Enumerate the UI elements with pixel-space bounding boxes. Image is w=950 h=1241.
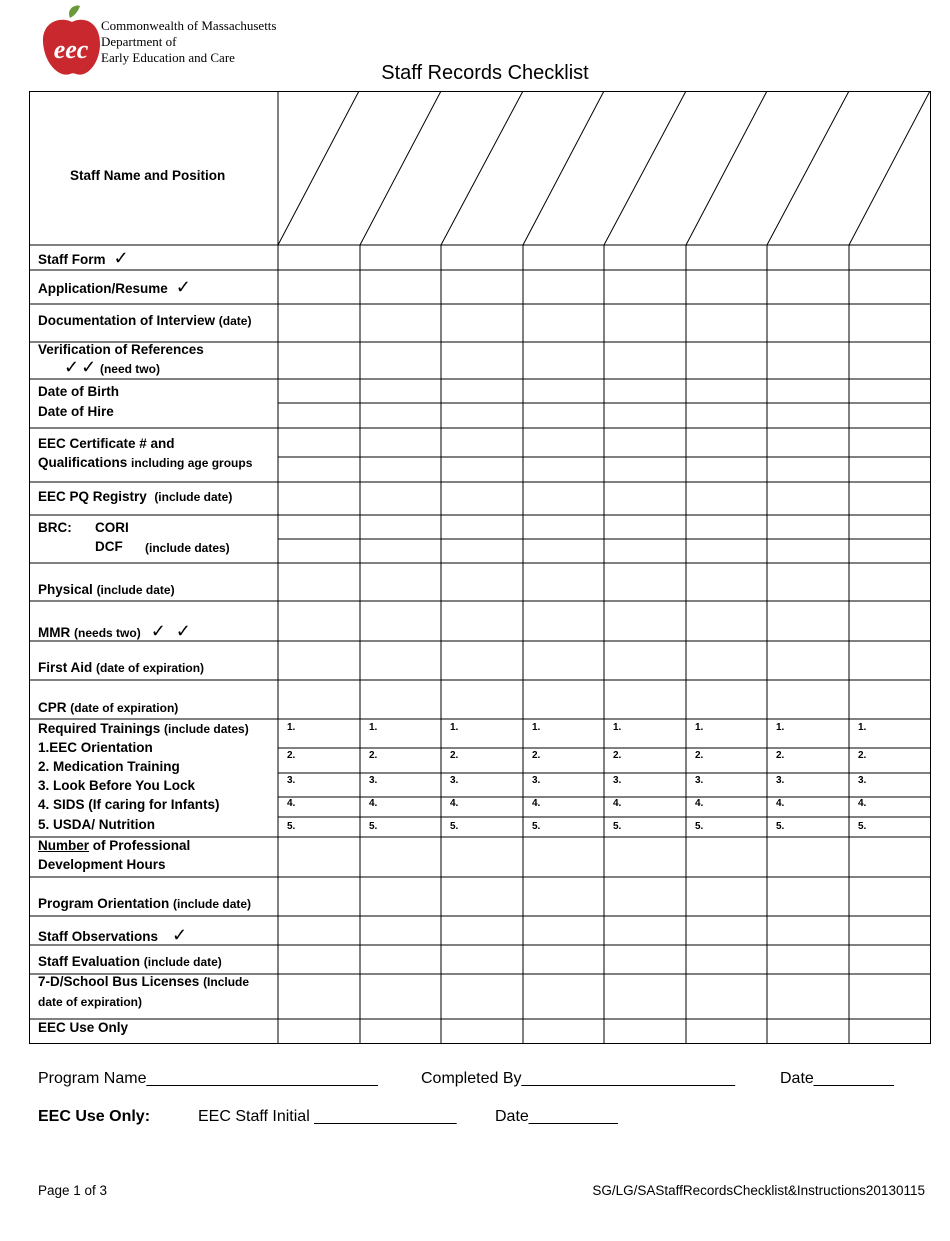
checkmark-icon: ✓ [175,277,191,297]
completed-by-field[interactable]: Completed By________________________ [421,1070,736,1087]
training-medication: 2. Medication Training [38,759,180,774]
training-number-3-col-5: 3. [613,775,622,786]
row-physical-note: (include date) [96,583,175,597]
training-number-5-col-6: 5. [695,821,704,832]
row-brc: BRC: [38,520,72,535]
row-pq-registry [38,489,232,504]
training-look-before-you-lock: 3. Look Before You Lock [38,778,196,793]
row-bus-label: 7-D/School Bus Licenses [38,974,200,989]
row-cpr-label: CPR [38,700,67,715]
training-number-1-col-2: 1. [369,722,378,733]
training-number-4-col-8: 4. [858,798,867,809]
row-evaluation-note: (include date) [143,955,222,969]
row-cpr [38,700,178,715]
logo-org-line1: Commonwealth of Massachusetts [101,18,277,33]
row-interview [38,313,251,328]
training-number-1-col-4: 1. [532,722,541,733]
training-number-1-col-8: 1. [858,722,867,733]
row-pd-hours-line2: Development Hours [38,857,166,872]
row-references-sub [64,357,160,378]
page-title: Staff Records Checklist [381,62,589,84]
training-number-5-col-3: 5. [450,821,459,832]
row-first-aid-label: First Aid [38,660,93,675]
row-date-of-hire: Date of Hire [38,404,114,419]
row-trainings-label: Required Trainings [38,721,161,736]
row-observations-label: Staff Observations [38,929,159,944]
training-number-1-col-6: 1. [695,722,704,733]
training-number-3-col-7: 3. [776,775,785,786]
eec-use-only-label: EEC Use Only: [38,1108,151,1125]
training-usda-nutrition: 5. USDA/ Nutrition [38,817,155,832]
checkmark-icon: ✓ [172,925,188,945]
row-eec-use-only: EEC Use Only [38,1020,129,1035]
training-number-1-col-3: 1. [450,722,459,733]
row-interview-note: (date) [218,314,252,328]
row-eec-certificate: EEC Certificate # and [38,436,175,451]
training-number-5-col-8: 5. [858,821,867,832]
row-application-label: Application/Resume [38,281,168,296]
training-number-3-col-1: 3. [287,775,296,786]
training-number-5-col-4: 5. [532,821,541,832]
training-number-4-col-7: 4. [776,798,785,809]
training-number-5-col-7: 5. [776,821,785,832]
training-number-1-col-7: 1. [776,722,785,733]
document-id: SG/LG/SAStaffRecordsChecklist&Instructions20130115 [592,1183,925,1198]
row-bus-licenses-line2: date of expiration) [38,995,143,1009]
training-number-2-col-5: 2. [613,750,622,761]
date-field[interactable]: Date_________ [780,1070,894,1087]
row-staff-form-label: Staff Form [38,252,106,267]
row-program-orientation [38,896,251,911]
row-mmr-note: (needs two) [74,626,141,640]
row-staff-form [38,248,129,269]
row-pd-number: Number [38,838,90,853]
row-physical-label: Physical [38,582,93,597]
row-bus-note: (Include [203,975,250,989]
row-required-trainings [38,721,249,736]
row-brc-cori: CORI [95,520,129,535]
training-number-4-col-6: 4. [695,798,704,809]
training-number-2-col-4: 2. [532,750,541,761]
page-number: Page 1 of 3 [38,1183,108,1198]
row-staff-evaluation [38,954,222,969]
logo-org-name [101,18,276,66]
row-pq-registry-label: EEC PQ Registry [38,489,147,504]
training-number-3-col-4: 3. [532,775,541,786]
training-number-4-col-4: 4. [532,798,541,809]
training-number-3-col-8: 3. [858,775,867,786]
training-number-4-col-3: 4. [450,798,459,809]
row-evaluation-label: Staff Evaluation [38,954,141,969]
row-trainings-note: (include dates) [164,722,249,736]
logo-mark: eec [53,35,89,64]
eec-date-field[interactable]: Date__________ [495,1108,618,1125]
eec-staff-initial-field[interactable]: EEC Staff Initial ________________ [198,1108,457,1125]
row-pd-hours [38,838,190,853]
row-interview-label: Documentation of Interview [38,313,216,328]
row-qualifications-label: Qualifications [38,455,128,470]
training-number-4-col-1: 4. [287,798,296,809]
training-sids: 4. SIDS (If caring for Infants) [38,797,220,812]
training-number-2-col-2: 2. [369,750,378,761]
training-number-5-col-1: 5. [287,821,296,832]
training-number-5-col-5: 5. [613,821,622,832]
training-number-4-col-5: 4. [613,798,622,809]
training-number-3-col-2: 3. [369,775,378,786]
row-bus-licenses [38,974,249,989]
training-number-1-col-5: 1. [613,722,622,733]
training-number-2-col-1: 2. [287,750,296,761]
row-mmr [38,621,191,642]
row-qualifications-note: including age groups [131,456,253,470]
checkmark-icon: ✓ [113,248,129,268]
row-orientation-label: Program Orientation [38,896,170,911]
row-cpr-note: (date of expiration) [70,701,179,715]
row-first-aid [38,660,204,675]
training-number-3-col-3: 3. [450,775,459,786]
logo-org-line2: Department of [101,34,177,49]
training-number-2-col-7: 2. [776,750,785,761]
checkmark-icon: ✓ [64,357,80,377]
row-references: Verification of References [38,342,204,357]
row-pq-registry-note: (include date) [154,490,233,504]
checkmark-icon: ✓ [175,621,191,641]
row-staff-observations [38,925,187,946]
training-number-3-col-6: 3. [695,775,704,786]
row-physical [38,582,175,597]
checkmark-icon: ✓ [81,357,97,377]
row-brc-note: (include dates) [145,541,230,555]
row-mmr-label: MMR [38,625,71,640]
training-number-2-col-8: 2. [858,750,867,761]
row-orientation-note: (include date) [173,897,252,911]
training-number-5-col-2: 5. [369,821,378,832]
row-date-of-birth: Date of Birth [38,384,119,399]
staff-name-position-header: Staff Name and Position [70,168,226,183]
checkmark-icon: ✓ [150,621,166,641]
row-pd-rest: of Professional [92,838,191,853]
training-number-1-col-1: 1. [287,722,296,733]
row-references-note: (need two) [99,362,160,376]
training-number-4-col-2: 4. [369,798,378,809]
row-brc-dcf: DCF [95,539,123,554]
program-name-field[interactable]: Program Name__________________________ [38,1070,378,1087]
logo-org-line3: Early Education and Care [101,50,235,65]
training-eec-orientation: 1.EEC Orientation [38,740,153,755]
row-first-aid-note: (date of expiration) [96,661,205,675]
training-number-2-col-3: 2. [450,750,459,761]
row-qualifications [38,455,252,470]
row-application [38,277,191,298]
training-number-2-col-6: 2. [695,750,704,761]
